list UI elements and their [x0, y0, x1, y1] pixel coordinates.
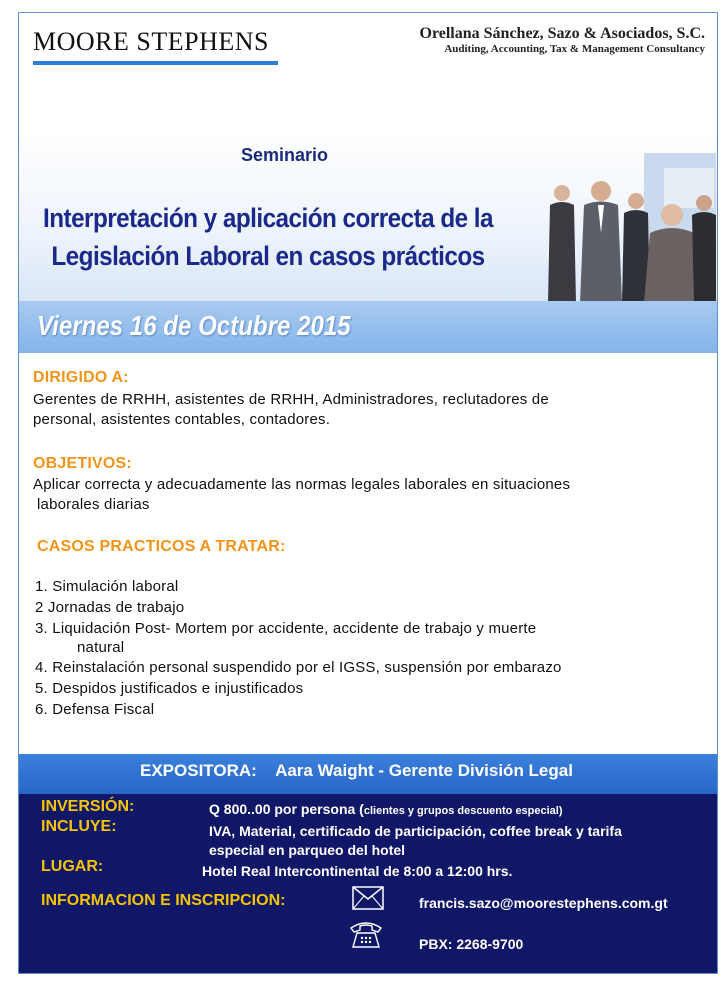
firm-services: Auditing, Accounting, Tax & Management Consultancy — [444, 43, 705, 55]
lugar-value: Hotel Real Intercontinental de 8:00 a 12:00 hrs. — [202, 863, 513, 879]
firm-block — [420, 25, 706, 55]
contact-email[interactable]: francis.sazo@moorestephens.com.gt — [419, 895, 668, 911]
dirigido-line-2: personal, asistentes contables, contadores. — [33, 411, 331, 428]
inversion-label: INVERSIÓN: — [41, 798, 135, 815]
objetivos-line-2: laborales diarias — [37, 496, 150, 513]
incluye-line-2: especial en parqueo del hotel — [209, 842, 406, 858]
telephone-icon — [348, 919, 384, 949]
caso-item: 5. Despidos justificados e injustificados — [35, 680, 304, 697]
caso-item: 3. Liquidación Post- Mortem por accidente, accidente de trabajo y muerte — [35, 620, 537, 637]
incluye-label: INCLUYE: — [41, 818, 117, 835]
objetivos-line-1: Aplicar correcta y adecuadamente las normas legales laborales en situaciones — [33, 476, 571, 493]
caso-item: 6. Defensa Fiscal — [35, 701, 155, 718]
objetivos-heading: OBJETIVOS: — [33, 455, 132, 472]
title-line-1: Interpretación y aplicación correcta de la — [43, 203, 493, 233]
dirigido-line-1: Gerentes de RRHH, asistentes de RRHH, Administradores, reclutadores de — [33, 391, 549, 408]
envelope-icon — [352, 886, 384, 910]
casos-heading: CASOS PRACTICOS A TRATAR: — [37, 538, 286, 555]
lugar-label: LUGAR: — [41, 858, 104, 875]
seminar-kicker: Seminario — [241, 145, 329, 165]
inversion-note: clientes y grupos descuento especial) — [363, 805, 563, 817]
contact-label: INFORMACION E INSCRIPCION: — [41, 892, 286, 909]
contact-phone: PBX: 2268-9700 — [419, 936, 524, 952]
title-line-2: Legislación Laboral en casos prácticos — [51, 241, 485, 271]
inversion-price: Q 800..00 por persona ( — [209, 801, 364, 817]
caso-item: 2 Jornadas de trabajo — [35, 599, 185, 616]
caso-item: 4. Reinstalación personal suspendido por el IGSS, suspensión por embarazo — [35, 659, 562, 676]
seminar-title — [34, 199, 502, 275]
dirigido-heading: DIRIGIDO A: — [33, 369, 129, 386]
caso-item: 1. Simulación laboral — [35, 578, 179, 595]
incluye-line-1: IVA, Material, certificado de participación, coffee break y tarifa — [209, 823, 622, 839]
speaker-text: EXPOSITORA: Aara Waight - Gerente División Legal — [140, 761, 573, 780]
event-date: Viernes 16 de Octubre 2015 — [37, 310, 351, 341]
moore-stephens-logo: MOORE STEPHENS — [33, 27, 269, 56]
logo-underline — [33, 61, 278, 65]
inversion-value — [209, 800, 563, 820]
caso-item-continued: natural — [77, 639, 125, 656]
business-people-image — [544, 153, 716, 303]
flyer — [18, 12, 718, 974]
firm-name: Orellana Sánchez, Sazo & Asociados, S.C. — [419, 25, 705, 42]
